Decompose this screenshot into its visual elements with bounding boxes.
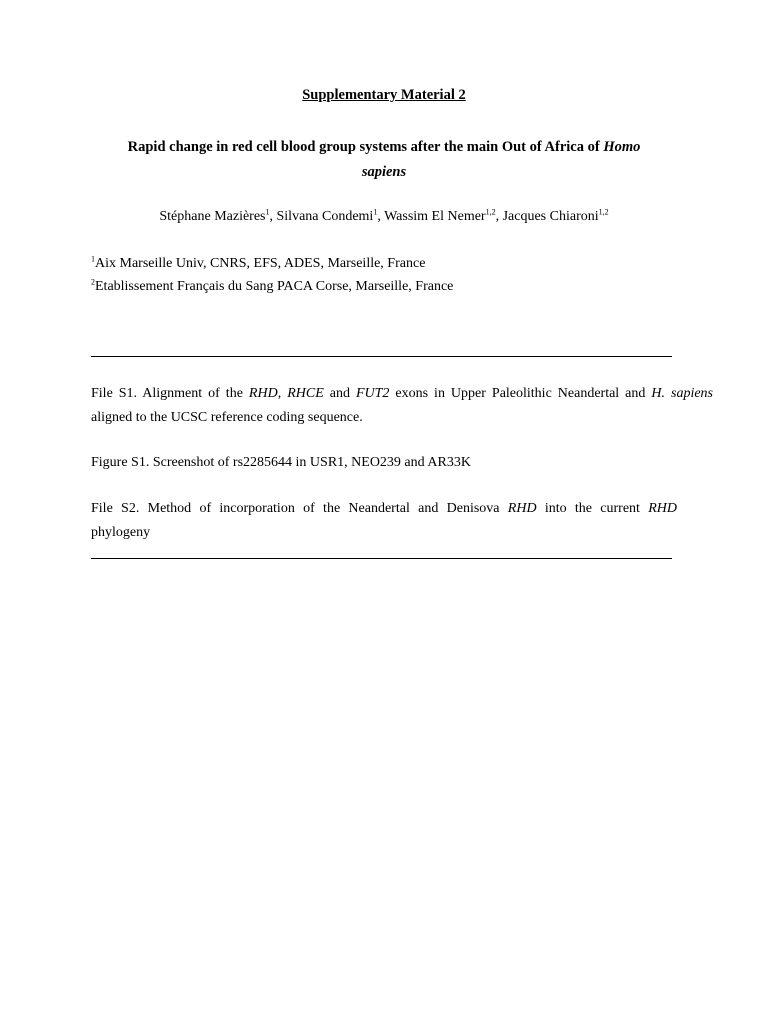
file-s2-prefix: File S2. Method of incorporation of the Neandertal and Denisova xyxy=(91,501,508,516)
horizontal-rule-top xyxy=(91,356,672,357)
author-name: Wassim El Nemer xyxy=(384,209,486,224)
gene-fut2: FUT2 xyxy=(355,386,390,401)
author-separator: , xyxy=(495,209,503,224)
horizontal-rule-bottom xyxy=(91,558,672,559)
author-separator: , xyxy=(269,209,277,224)
author-name: Stéphane Mazières xyxy=(159,209,266,224)
affiliation-1 xyxy=(91,255,425,273)
file-s1-middle: exons in Upper Paleolithic Neandertal and xyxy=(389,386,652,401)
paper-title-species: sapiens xyxy=(361,164,407,180)
separator: and xyxy=(323,386,356,401)
affiliation-mark: 1 xyxy=(91,254,95,264)
figure-s1-entry: Figure S1. Screenshot of rs2285644 in USR1, NEO239 and AR33K xyxy=(91,455,471,470)
gene-rhd: RHD xyxy=(248,386,278,401)
file-s2-entry xyxy=(91,497,677,545)
gene-rhce: RHCE xyxy=(287,386,324,401)
author-affiliation-mark: 1 xyxy=(265,207,270,217)
affiliation-text: Etablissement Français du Sang PACA Corse, Marseille, France xyxy=(95,279,454,294)
author-separator: , xyxy=(377,209,385,224)
separator: , xyxy=(277,386,288,401)
paper-title-genus: Homo xyxy=(603,139,641,155)
species-name: H. sapiens xyxy=(651,386,713,401)
gene-rhd: RHD xyxy=(507,501,537,516)
author-list xyxy=(0,207,768,227)
file-s2-line-1 xyxy=(91,497,677,521)
author-affiliation-mark: 1,2 xyxy=(598,207,609,217)
author-affiliation-mark: 1 xyxy=(373,207,378,217)
file-s1-entry xyxy=(91,382,713,430)
author-affiliation-mark: 1,2 xyxy=(485,207,496,217)
file-s2-line-2: phylogeny xyxy=(91,525,151,540)
paper-title xyxy=(96,135,672,185)
author-name: Silvana Condemi xyxy=(276,209,374,224)
gene-rhd: RHD xyxy=(648,501,677,516)
supplementary-title: Supplementary Material 2 xyxy=(302,87,466,103)
file-s1-line-1 xyxy=(91,382,713,406)
file-s1-prefix: File S1. Alignment of the xyxy=(91,386,249,401)
file-s1-line-2: aligned to the UCSC reference coding sequence. xyxy=(91,410,363,425)
affiliation-mark: 2 xyxy=(91,277,95,287)
file-s2-middle: into the current xyxy=(536,501,649,516)
paper-title-text: Rapid change in red cell blood group systems after the main Out of Africa of xyxy=(127,139,604,155)
author-name: Jacques Chiaroni xyxy=(502,209,599,224)
affiliation-2 xyxy=(91,278,453,296)
affiliation-text: Aix Marseille Univ, CNRS, EFS, ADES, Marseille, France xyxy=(95,256,426,271)
